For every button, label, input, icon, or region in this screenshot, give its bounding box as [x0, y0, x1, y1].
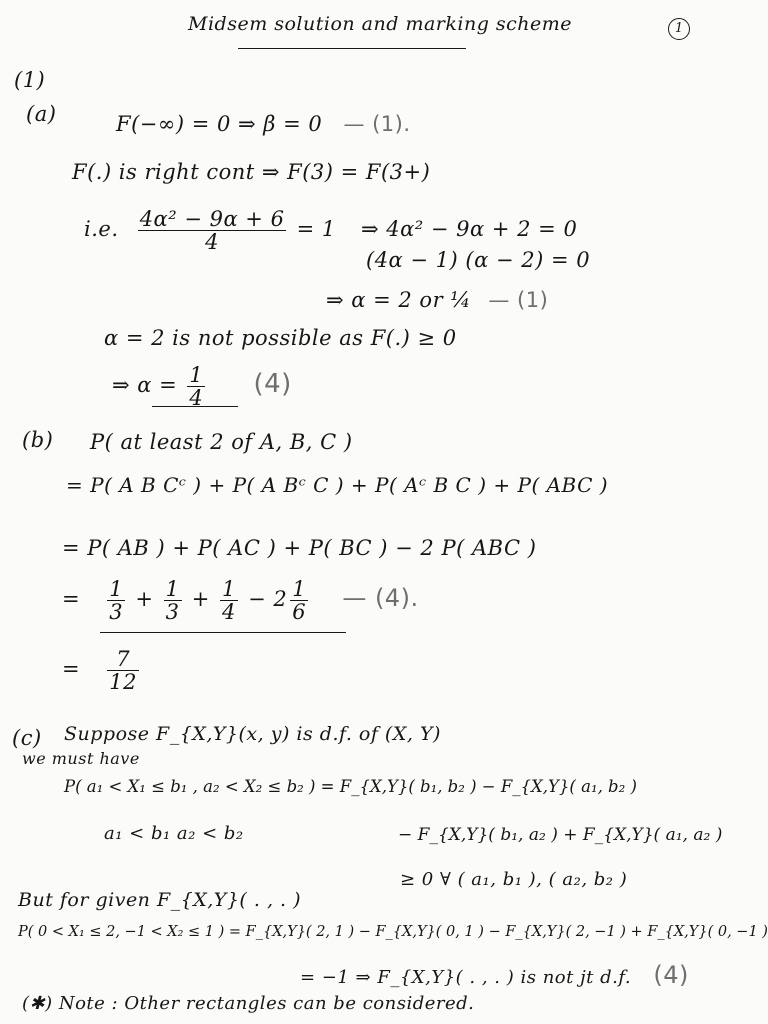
part-a-line1-text: F(−∞) = 0 ⇒ β = 0 [116, 112, 323, 136]
part-c-line5-right: ≥ 0 ∀ ( a₁, b₁ ), ( a₂, b₂ ) [400, 869, 628, 890]
part-b-frac-1-den: 3 [109, 600, 124, 625]
part-a-line2: F(.) is right cont ⇒ F(3) = F(3+) [72, 160, 431, 184]
part-b-line3: = P( AB ) + P( AC ) + P( BC ) − 2 P( ABC ) [62, 536, 537, 560]
part-b-plus-2: + [191, 587, 210, 612]
part-b-frac-4-den: 6 [292, 600, 307, 625]
part-b-frac-2-den: 3 [165, 600, 180, 625]
part-a-mark-2: — (1) [488, 288, 549, 312]
part-a-line5 [326, 288, 548, 312]
part-a-line4: (4α − 1) (α − 2) = 0 [366, 248, 591, 272]
title-underline [238, 48, 466, 49]
part-b-frac-4-num: 1 [292, 577, 307, 601]
part-c-line8-text: = −1 ⇒ F_{X,Y}( . , . ) is not jt d.f. [300, 967, 632, 988]
part-c-line7: P( 0 < X₁ ≤ 2, −1 < X₂ ≤ 1 ) = F_{X,Y}( 2, 1 ) − F_{X,Y}( 0, 1 ) − F_{X,Y}( 2, −1 ) + F_{X,Y}( 0, −1 ) [18, 924, 768, 940]
part-b-frac-1 [107, 578, 125, 623]
part-b-line4 [62, 578, 419, 623]
part-a-fraction-num: 4α² − 9α + 6 [139, 207, 285, 231]
part-b-line2: = P( A B Cᶜ ) + P( A Bᶜ C ) + P( Aᶜ B C ) + P( ABC ) [66, 473, 609, 497]
part-b-frac-2-num: 1 [165, 577, 180, 601]
part-a-line7 [112, 364, 292, 409]
part-b-result-den: 12 [109, 670, 138, 695]
page-title: Midsem solution and marking scheme [188, 13, 573, 35]
part-a-line7-prefix: ⇒ α = [112, 373, 178, 398]
part-b-frac-2 [164, 578, 182, 623]
part-c-label: (c) [12, 726, 42, 750]
part-b-frac-3-den: 4 [222, 600, 236, 625]
part-b-frac-3-num: 1 [222, 577, 236, 601]
part-b-plus-1: + [135, 587, 154, 612]
part-b-result-eq: = [62, 657, 81, 682]
part-b-underline [100, 632, 346, 633]
part-a-line3-prefix: i.e. [84, 217, 119, 242]
part-c-line6: But for given F_{X,Y}( . , . ) [18, 889, 302, 911]
part-c-mark: (4) [653, 961, 689, 989]
part-a-line3-rhs: ⇒ 4α² − 9α + 2 = 0 [360, 217, 578, 242]
part-b-frac-4 [290, 578, 308, 623]
part-c-line3: P( a₁ < X₁ ≤ b₁ , a₂ < X₂ ≤ b₂ ) = F_{X,Y}( b₁, b₂ ) − F_{X,Y}( a₁, b₂ ) [64, 777, 637, 796]
part-a-line5-text: ⇒ α = 2 or ¼ [326, 288, 472, 312]
part-c-line4-left: a₁ < b₁ a₂ < b₂ [104, 823, 244, 844]
part-a-mark-total: (4) [253, 369, 292, 400]
part-b-result [62, 648, 142, 693]
part-b-line1: P( at least 2 of A, B, C ) [90, 430, 353, 454]
part-c-line2: we must have [22, 749, 140, 768]
part-b-mark: — (4). [342, 584, 419, 613]
part-c-line8 [300, 962, 689, 990]
page-number: 1 [668, 18, 690, 40]
part-a-alpha-num: 1 [189, 363, 204, 387]
part-b-minus: − [248, 587, 267, 612]
part-b-label: (b) [22, 428, 54, 452]
part-a-underline [152, 406, 238, 407]
part-b-coef: 2 [273, 587, 288, 612]
part-b-result-num: 7 [116, 647, 131, 671]
question-label: (1) [14, 68, 46, 92]
part-b-result-frac [107, 648, 139, 693]
part-b-eq: = [62, 587, 81, 612]
part-a-fraction [138, 208, 287, 253]
part-a-mark-1: — (1). [343, 112, 411, 136]
part-b-frac-1-num: 1 [109, 577, 124, 601]
part-a-label: (a) [26, 102, 57, 126]
part-c-note: (✱) Note : Other rectangles can be considered. [22, 993, 475, 1014]
part-b-frac-3 [220, 578, 238, 623]
part-a-fraction-den: 4 [138, 230, 287, 253]
part-a-alpha-den: 4 [189, 386, 204, 411]
part-a-line1 [116, 112, 411, 136]
part-c-line4-right: − F_{X,Y}( b₁, a₂ ) + F_{X,Y}( a₁, a₂ ) [398, 825, 723, 845]
part-c-line1: Suppose F_{X,Y}(x, y) is d.f. of (X, Y) [64, 723, 441, 745]
part-a-alpha-fraction [187, 364, 205, 409]
part-a-line6: α = 2 is not possible as F(.) ≥ 0 [104, 326, 457, 350]
part-a-line3-eq: = 1 [296, 217, 336, 242]
part-a-line3 [84, 208, 577, 253]
